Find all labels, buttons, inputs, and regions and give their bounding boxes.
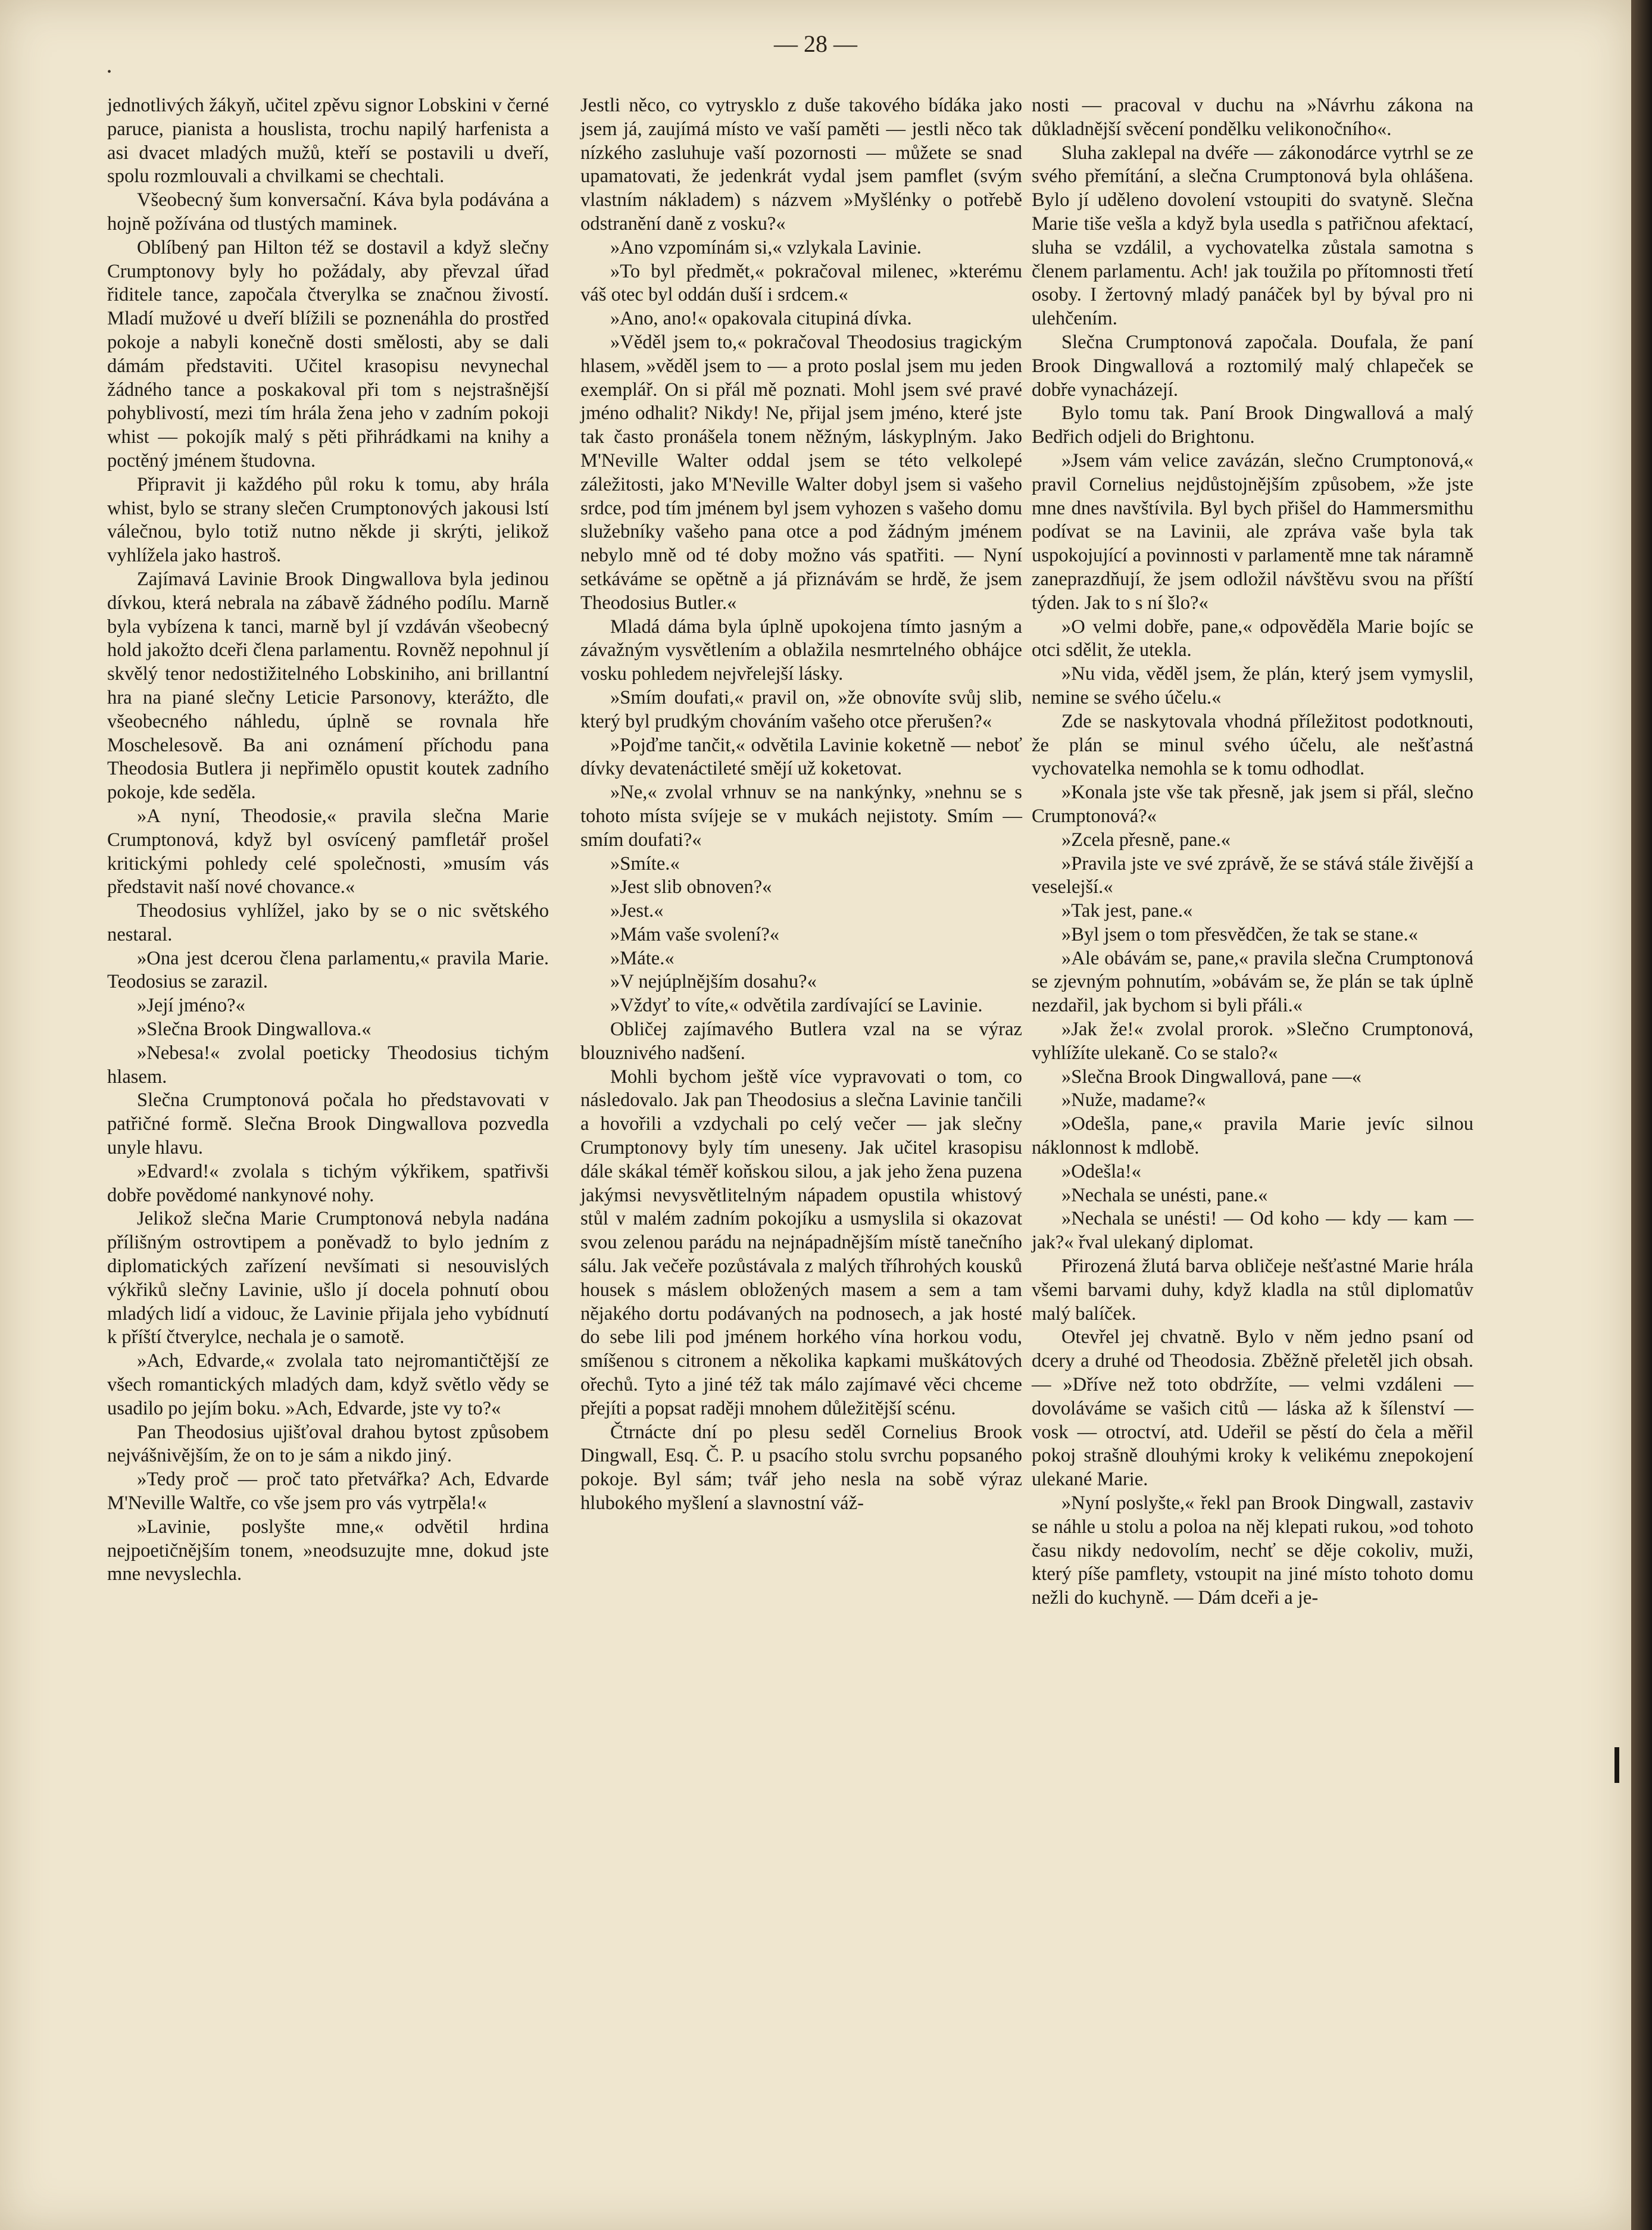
paragraph: »Ano vzpomínám si,« vzlykala Lavinie.: [610, 236, 922, 258]
page-number: — 28 —: [774, 30, 857, 57]
paragraph: Zajímavá Lavinie Brook Dingwallova byla jedinou dívkou, která nebrala na zábavě žádného podílu. Marně byla vybízena k tanci, marně byl jí vzdáván všeobecný hold jakožto dceři člena parlamentu. Rovněž nepohnul jí skvělý tenor nedostižitelného Lobskiniho, ani brillantní hra na piané slečny Leticie Parsonovy, kterážto, dle všeobecného náhledu, úplně se rovnala hře Moschelesově. Ba ani oznámení příchodu pana Theodosia Butlera ji nepřimělo opustit koutek zadního pokoje, kde seděla.: [107, 568, 549, 804]
paragraph: Sluha zaklepal na dvéře — zákonodárce vytrhl se ze svého přemítání, a slečna Crumptonová byla ohlášena. Bylo jí uděleno dovolení vstoupiti do svatyně. Slečna Marie tiše vešla a když byla usedla s patřičnou afektací, sluha se vzdálil, a vychovatelka zůstala samotna s členem parlamentu. Ach! jak toužila po přítomnosti třetí osoby. I žertovný mladý panáček byl by býval pro ni ulehčením.: [1032, 142, 1473, 330]
paragraph: Všeobecný šum konversační. Káva byla podávána a hojně požívána od tlustých maminek.: [107, 189, 549, 235]
paragraph: Čtrnácte dní po plesu seděl Cornelius Brook Dingwall, Esq. Č. P. u psacího stolu svrchu popsaného pokoje. Byl sám; tvář jeho nesla na sobě výraz hlubokého myšlení a slavnostní váž-: [580, 1421, 1022, 1514]
paragraph: »Ale obávám se, pane,« pravila slečna Crumptonová se zjevným pohnutím, »obávám se, že plán se tak úplně nezdařil, jak bychom si byli přáli.«: [1032, 947, 1473, 1017]
paragraph: Otevřel jej chvatně. Bylo v něm jedno psaní od dcery a druhé od Theodosia. Zběžně přeletěl jich obsah. — »Dříve než toto obdržíte, — velmi vzdáleni — dovoláváme se vašich citů — láska až k šílenství — vosk — otroctví, atd. Udeřil se pěstí do čela a měřil pokoj strašně dlouhými kroky k velikému znepokojení ulekané Marie.: [1032, 1326, 1473, 1491]
text-column-1: [107, 94, 549, 1586]
paragraph: »Byl jsem o tom přesvědčen, že tak se stane.«: [1061, 923, 1418, 945]
paragraph: Jelikož slečna Marie Crumptonová nebyla nadána přílišným ostrovtipem a poněvadž to bylo jedním z diplomatických zařízení nevšímati si nesouvislých výkřiků slečny Lavinie, ušlo jí docela pohnutí obou mladých lidí a vidouc, že Lavinie přijala jeho vybídnutí k příští čtverylce, nechala je o samotě.: [107, 1208, 549, 1348]
paragraph: »Slečna Brook Dingwallová, pane —«: [1061, 1066, 1361, 1088]
paragraph: »Mám vaše svolení?«: [610, 923, 780, 945]
paragraph: Přirozená žlutá barva obličeje nešťastné Marie hrála všemi barvami duhy, když kladla na stůl diplomatův malý balíček.: [1032, 1255, 1473, 1325]
paragraph: »Věděl jsem to,« pokračoval Theodosius tragickým hlasem, »věděl jsem to — a proto poslal jsem mu jeden exemplář. On si přál mě poznati. Mohl jsem své pravé jméno odhalit? Nikdy! Ne, přijal jsem jméno, které jste tak často pronášela tonem něžným, láskyplným. Jako M'Neville Walter oddal jsem se této velkolepé záležitosti, jako M'Neville Walter dobyl jsem si vašeho srdce, pod tím jménem byl jsem vyhozen s vašeho domu služebníky vašeho pana otce a pod žádným jménem nebylo mně od té doby možno vás spatřiti. — Nyní setkáváme se opětně a já přiznávám se hrdě, že jsem Theodosius Butler.«: [580, 331, 1022, 614]
paragraph: »Pojďme tančit,« odvětila Lavinie koketně — neboť dívky devatenáctileté smějí už koketovat.: [580, 734, 1022, 780]
paragraph: Obličej zajímavého Butlera vzal na se výraz blouznivého nadšení.: [580, 1019, 1022, 1064]
paragraph: »Nuže, madame?«: [1061, 1089, 1206, 1111]
paragraph: Zde se naskytovala vhodná příležitost podotknouti, že plán se minul svého účelu, ale nešťastná vychovatelka nemohla se k tomu odhodlat.: [1032, 710, 1473, 780]
paragraph: »Slečna Brook Dingwallova.«: [137, 1019, 371, 1041]
text-column-2: [580, 94, 1022, 1516]
paragraph: »Tak jest, pane.«: [1061, 900, 1193, 922]
paragraph: Mladá dáma byla úplně upokojena tímto jasným a závažným vysvětlením a oblažila nesmrtelného obhájce vosku pohledem nejvřelejší lásky.: [580, 616, 1022, 685]
paragraph: »Nu vida, věděl jsem, že plán, který jsem vymyslil, nemine se svého účelu.«: [1032, 663, 1473, 708]
paragraph: »Ano, ano!« opakovala citupiná dívka.: [610, 308, 912, 330]
paragraph: »Tedy proč — proč tato přetvářka? Ach, Edvarde M'Neville Waltře, co vše jsem pro vás vytrpěla!«: [107, 1469, 549, 1514]
paragraph: Připravit ji každého půl roku k tomu, aby hrála whist, bylo se strany slečen Crumptonových jakousi lstí válečnou, bylo totiž nutno někde ji skrýti, jelikož vyhlížela jako hastroš.: [107, 473, 549, 567]
paragraph: »Jest slib obnoven?«: [610, 876, 772, 898]
paragraph: »Ach, Edvarde,« zvolala tato nejromantičtější ze všech romantických mladých dam, když světlo vědy se usadilo po jejím boku. »Ach, Edvarde, jste vy to?«: [107, 1350, 549, 1419]
paragraph: Oblíbený pan Hilton též se dostavil a když slečny Crumptonovy byly ho požádaly, aby převzal úřad řiditele tance, započala čtverylka se značnou živostí. Mladí mužové u dveří blížili se poznenáhla do prostřed pokoje a nabyli konečně dosti smělosti, aby se dali dámám představiti. Učitel krasopisu nevynechal žádného tance a poskakoval při tom s nejstrašnější pohyblivostí, mezi tím hrála žena jeho v zadním pokoji whist — pokojík malý s pěti přihrádkami na knihy a poctěný jménem študovna.: [107, 236, 549, 471]
paragraph: Mohli bychom ještě více vypravovati o tom, co následovalo. Jak pan Theodosius a slečna Lavinie tančili a hovořili a vzdychali po celý večer — jak slečny Crumptonovy byly tím uneseny. Jak učitel krasopisu dále skákal téměř koňskou silou, a jak jeho žena puzena jakýmsi nevysvětlitelným nápadem opustila whistový stůl v malém zadním pokojíku a usmyslila si okazovat svou zelenou parádu na nejnápadnějším místě tanečního sálu. Jak večeře pozůstávala z malých tříhrohých kousků housek s máslem obložených masem a sem a tam nějakého dortu podávaných na podnosech, a jak hosté do sebe lili pod jménem horkého vína horkou vodu, smíšenou s citronem a několika kapkami muškátových ořechů. Tyto a jiné též tak málo zajímavé věci chceme přejíti a popsat raději mnohem důležitější scénu.: [580, 1066, 1022, 1419]
paragraph: »O velmi dobře, pane,« odpověděla Marie bojíc se otci sdělit, že utekla.: [1032, 616, 1473, 661]
paragraph: »V nejúplnějším dosahu?«: [610, 971, 817, 993]
paragraph: »Pravila jste ve své zprávě, že se stává stále živější a veselejší.«: [1032, 852, 1473, 898]
book-spine-edge: [1631, 0, 1652, 2230]
paragraph: Bylo tomu tak. Paní Brook Dingwallová a malý Bedřich odjeli do Brightonu.: [1032, 402, 1473, 448]
paragraph: »Konala jste vše tak přesně, jak jsem si přál, slečno Crumptonová?«: [1032, 782, 1473, 827]
paragraph: »Vždyť to víte,« odvětila zardívající se Lavinie.: [610, 995, 983, 1017]
ink-dot: •: [107, 65, 112, 79]
paragraph: Theodosius vyhlížel, jako by se o nic světského nestaral.: [107, 900, 549, 945]
paragraph: »Ona jest dcerou člena parlamentu,« pravila Marie. Teodosius se zarazil.: [107, 947, 549, 993]
paragraph: »Ne,« zvolal vrhnuv se na nankýnky, »nehnu se s tohoto místa svíjeje se v mukách nejistoty. Smím — smím doufati?«: [580, 782, 1022, 851]
paragraph: »Zcela přesně, pane.«: [1061, 829, 1231, 851]
paragraph: »Edvard!« zvolala s tichým výkřikem, spatřivši dobře povědomé nankynové nohy.: [107, 1160, 549, 1206]
paragraph: »Nechala se unésti, pane.«: [1061, 1184, 1268, 1206]
paragraph: »Smím doufati,« pravil on, »že obnovíte svůj slib, který byl prudkým chováním vašeho otce přerušen?«: [580, 686, 1022, 732]
paragraph: »Smíte.«: [610, 852, 680, 874]
paragraph: Jestli něco, co vytrysklo z duše takového bídáka jako jsem já, zaujímá místo ve vaší paměti — jestli něco tak nízkého zasluhuje vaší pozornosti — můžete se snad upamatovati, že jedenkrát vydal jsem pamflet (svým vlastním nákladem) s názvem »Myšlénky o potřebě odstranění daně z vosku?«: [580, 95, 1022, 235]
paragraph: nosti — pracoval v duchu na »Návrhu zákona na důkladnější svěcení pondělku velikonočního«.: [1032, 95, 1473, 140]
paragraph: Slečna Crumptonová počala ho představovati v patřičné formě. Slečna Brook Dingwallova pozvedla unyle hlavu.: [107, 1089, 549, 1159]
paragraph: »Nyní poslyšte,« řekl pan Brook Dingwall, zastaviv se náhle u stolu a poloa na něj klepati rukou, »od tohoto času nikdy nedovolím, nechť se děje cokoliv, muži, který píše pamflety, vstoupit na jiné místo tohoto domu nežli do kuchyně. — Dám dceři a je-: [1032, 1492, 1473, 1609]
paragraph: »Nebesa!« zvolal poeticky Theodosius tichým hlasem.: [107, 1042, 549, 1088]
paragraph: »Jsem vám velice zavázán, slečno Crumptonová,« pravil Cornelius nejdůstojnějším způsobem, »že jste mne dnes navštívila. Byl bych přišel do Hammersmithu podívat se na Lavinii, ale zpráva vaše byla tak uspokojující a povinnosti v parlamentě mne tak náramně zaneprazdňují, že jsem odložil návštěvu svou na příští týden. Jak to s ní šlo?«: [1032, 449, 1473, 614]
paragraph: »Máte.«: [610, 947, 674, 969]
paragraph: »Její jméno?«: [137, 995, 245, 1017]
paragraph: »Lavinie, poslyšte mne,« odvětil hrdina nejpoetičnějším tonem, »neodsuzujte mne, dokud jste mne nevyslechla.: [107, 1516, 549, 1585]
paragraph: »Jest.«: [610, 900, 664, 922]
edge-mark: [1614, 1747, 1619, 1783]
paragraph: »To byl předmět,« pokračoval milenec, »kterému váš otec byl oddán duší i srdcem.«: [580, 260, 1022, 306]
paragraph: Pan Theodosius ujišťoval drahou bytost způsobem nejvášnivějším, že on to je sám a nikdo jiný.: [107, 1421, 549, 1467]
paragraph: »Odešla, pane,« pravila Marie jevíc silnou náklonnost k mdlobě.: [1032, 1113, 1473, 1159]
text-column-3: [1032, 94, 1473, 1610]
paragraph: »A nyní, Theodosie,« pravila slečna Marie Crumptonová, když byl osvícený pamfletář prošel kritickými pohledy celé společnosti, »musím vás představit naší nové chovance.«: [107, 805, 549, 898]
paragraph: Slečna Crumptonová započala. Doufala, že paní Brook Dingwallová a roztomilý malý chlapeček se dobře vynacházejí.: [1032, 331, 1473, 401]
paragraph: »Odešla!«: [1061, 1160, 1141, 1182]
paragraph: »Nechala se unésti! — Od koho — kdy — kam — jak?« řval ulekaný diplomat.: [1032, 1208, 1473, 1254]
paragraph: jednotlivých žákyň, učitel zpěvu signor Lobskini v černé paruce, pianista a houslista, trochu napilý harfenista a asi dvacet mladých mužů, kteří se postavili u dveří, spolu rozmlouvali a chvilkami se chechtali.: [107, 95, 549, 188]
paragraph: »Jak že!« zvolal prorok. »Slečno Crumptonová, vyhlížíte ulekaně. Co se stalo?«: [1032, 1019, 1473, 1064]
